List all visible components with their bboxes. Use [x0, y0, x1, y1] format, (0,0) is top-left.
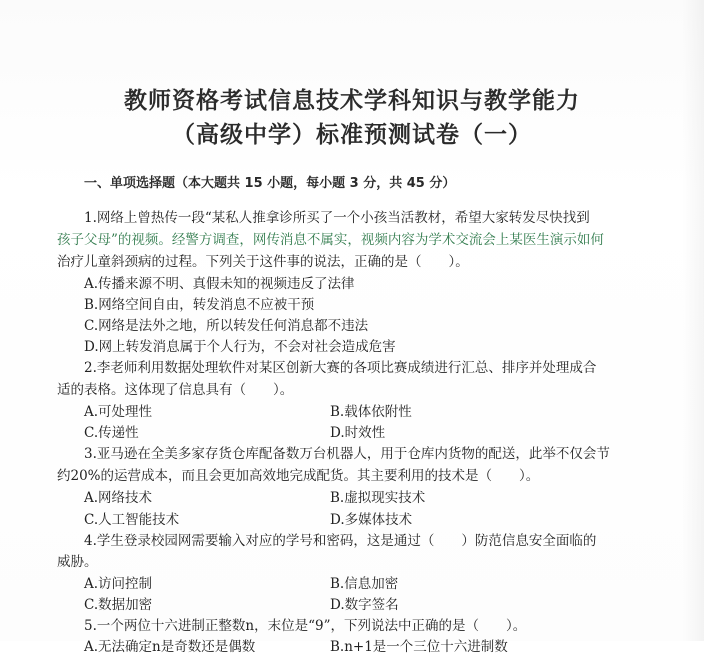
exam-title-line2: （高级中学）标准预测试卷（一） — [172, 121, 532, 148]
question-4-line-1: 4.学生登录校园网需要输入对应的学号和密码，这是通过（ ）防范信息安全面临的 — [84, 533, 597, 549]
question-3-option-c: C.人工智能技术 — [84, 512, 180, 528]
question-4-option-a: A.访问控制 — [84, 576, 153, 592]
question-4-option-d: D.数字签名 — [330, 597, 399, 613]
question-1-line-1: 1.网络上曾热传一段“某私人推拿诊所买了一个小孩当活教材，希望大家转发尽快找到 — [84, 210, 590, 226]
question-5-line-1: 5.一个两位十六进制正整数n，末位是“9”，下列说法中正确的是（ ）。 — [84, 618, 527, 634]
question-4-option-c: C.数据加密 — [84, 597, 153, 613]
question-1-option-b: B.网络空间自由，转发消息不应被干预 — [84, 297, 315, 313]
question-1-option-d: D.网上转发消息属于个人行为，不会对社会造成危害 — [84, 339, 396, 355]
question-5-option-b: B.n+1是一个三位十六进制数 — [330, 639, 508, 655]
question-2-line-2: 适的表格。这体现了信息具有（ ）。 — [57, 382, 294, 398]
question-2-option-a: A.可处理性 — [84, 404, 153, 420]
question-3-line-2: 约20%的运营成本，而且会更加高效地完成配货。其主要利用的技术是（ ）。 — [57, 468, 540, 484]
exam-title-line1: 教师资格考试信息技术学科知识与教学能力 — [124, 87, 580, 114]
question-3-option-a: A.网络技术 — [84, 490, 153, 506]
question-3-option-d: D.多媒体技术 — [330, 512, 413, 528]
question-1-line-3: 治疗儿童斜颈病的过程。下列关于这件事的说法，正确的是（ ）。 — [57, 254, 469, 270]
question-1-option-c: C.网络是法外之地，所以转发任何消息都不违法 — [84, 318, 369, 334]
question-2-option-c: C.传递性 — [84, 425, 139, 441]
question-1-option-a: A.传播来源不明、真假未知的视频违反了法律 — [84, 276, 355, 292]
page-edge-shadow — [682, 0, 704, 641]
section-header: 一、单项选择题（本大题共 15 小题，每小题 3 分，共 45 分） — [84, 176, 456, 191]
question-2-line-1: 2.李老师利用数据处理软件对某区创新大赛的各项比赛成绩进行汇总、排序并处理成合 — [84, 360, 597, 376]
question-2-option-d: D.时效性 — [330, 425, 386, 441]
question-3-option-b: B.虚拟现实技术 — [330, 490, 426, 506]
question-1-line-2: 孩子父母”的视频。经警方调查，网传消息不属实，视频内容为学术交流会上某医生演示如何 — [57, 232, 604, 248]
question-3-line-1: 3.亚马逊在全美多家存货仓库配备数万台机器人，用于仓库内货物的配送，此举不仅会节 — [84, 446, 610, 462]
question-4-option-b: B.信息加密 — [330, 576, 399, 592]
question-4-line-2: 威胁。 — [57, 554, 98, 570]
question-2-option-b: B.载体依附性 — [330, 404, 412, 420]
question-5-option-a: A.无法确定n是奇数还是偶数 — [84, 639, 256, 655]
